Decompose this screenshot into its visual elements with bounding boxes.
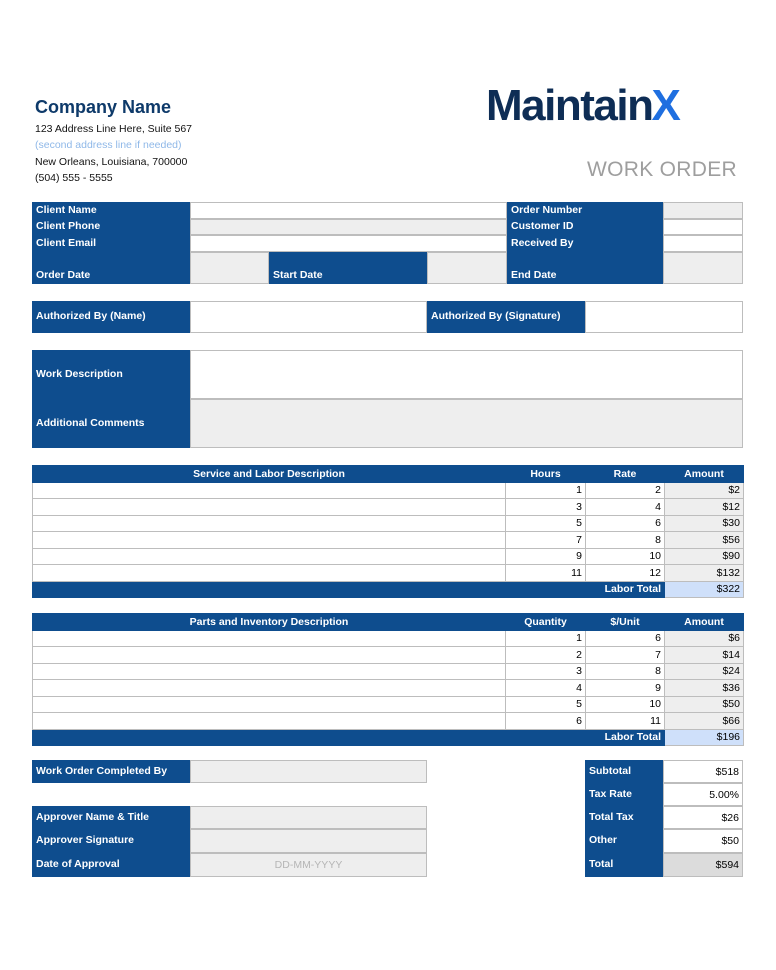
parts-unit-header: $/Unit (586, 614, 665, 631)
total-tax-label: Total Tax (585, 806, 663, 829)
additional-comments-field[interactable] (190, 399, 743, 448)
labor-desc-cell[interactable] (33, 482, 506, 499)
labor-rate-cell[interactable]: 12 (586, 565, 665, 582)
parts-desc-cell[interactable] (33, 680, 506, 697)
labor-table (32, 465, 744, 598)
parts-total-label: Labor Total (586, 729, 665, 746)
address-city: New Orleans, Louisiana, 700000 (35, 156, 188, 168)
end-date-label: End Date (507, 252, 663, 284)
parts-qty-cell[interactable]: 6 (506, 713, 586, 730)
labor-total-value: $322 (665, 581, 744, 598)
authorized-name-field[interactable] (190, 301, 427, 333)
labor-amount-cell: $132 (665, 565, 744, 582)
parts-unit-cell[interactable]: 7 (586, 647, 665, 664)
labor-rate-cell[interactable]: 4 (586, 499, 665, 516)
date-of-approval-field[interactable] (190, 853, 427, 877)
client-name-label: Client Name (32, 202, 190, 219)
parts-unit-cell[interactable]: 10 (586, 696, 665, 713)
table-row (33, 663, 744, 680)
client-phone-field[interactable] (190, 219, 507, 235)
additional-comments-label: Additional Comments (32, 399, 190, 448)
client-email-label: Client Email (32, 235, 190, 252)
parts-desc-cell[interactable] (33, 696, 506, 713)
table-row (33, 630, 744, 647)
approver-signature-label: Approver Signature (32, 829, 190, 853)
approver-name-field[interactable] (190, 806, 427, 829)
labor-hours-cell[interactable]: 1 (506, 482, 586, 499)
parts-table (32, 613, 744, 746)
received-by-label: Received By (507, 235, 663, 252)
labor-amount-cell: $2 (665, 482, 744, 499)
tax-rate-label: Tax Rate (585, 783, 663, 806)
parts-desc-header: Parts and Inventory Description (33, 614, 506, 631)
labor-hours-cell[interactable]: 7 (506, 532, 586, 549)
parts-qty-cell[interactable]: 1 (506, 630, 586, 647)
customer-id-label: Customer ID (507, 219, 663, 235)
parts-amount-cell: $36 (665, 680, 744, 697)
tax-rate-value[interactable]: 5.00% (663, 783, 743, 806)
client-name-field[interactable] (190, 202, 507, 219)
parts-qty-cell[interactable]: 4 (506, 680, 586, 697)
end-date-field[interactable] (663, 252, 743, 284)
parts-amount-header: Amount (665, 614, 744, 631)
order-date-field[interactable] (190, 252, 269, 284)
parts-desc-cell[interactable] (33, 713, 506, 730)
total-value: $594 (663, 853, 743, 877)
logo-accent-x: X (651, 81, 680, 130)
address-line-2: (second address line if needed) (35, 139, 182, 151)
parts-desc-cell[interactable] (33, 630, 506, 647)
total-label: Total (585, 853, 663, 877)
labor-desc-cell[interactable] (33, 499, 506, 516)
labor-rate-cell[interactable]: 2 (586, 482, 665, 499)
parts-header-row (33, 614, 744, 631)
completed-by-field[interactable] (190, 760, 427, 783)
start-date-field[interactable] (427, 252, 507, 284)
company-name: Company Name (35, 97, 172, 117)
parts-qty-cell[interactable]: 3 (506, 663, 586, 680)
work-description-label: Work Description (32, 350, 190, 399)
labor-amount-cell: $56 (665, 532, 744, 549)
labor-amount-cell: $12 (665, 499, 744, 516)
parts-amount-cell: $24 (665, 663, 744, 680)
table-row (33, 647, 744, 664)
labor-desc-header: Service and Labor Description (33, 466, 506, 483)
table-row (33, 499, 744, 516)
address-line-1: 123 Address Line Here, Suite 567 (35, 123, 193, 135)
labor-amount-cell: $30 (665, 515, 744, 532)
parts-amount-cell: $6 (665, 630, 744, 647)
parts-amount-cell: $66 (665, 713, 744, 730)
start-date-label: Start Date (269, 252, 427, 284)
parts-total-value: $196 (665, 729, 744, 746)
labor-desc-cell[interactable] (33, 515, 506, 532)
subtotal-label: Subtotal (585, 760, 663, 783)
labor-rate-cell[interactable]: 10 (586, 548, 665, 565)
labor-hours-cell[interactable]: 3 (506, 499, 586, 516)
labor-total-spacer (33, 581, 586, 598)
labor-total-label: Labor Total (586, 581, 665, 598)
authorized-name-label: Authorized By (Name) (32, 301, 190, 333)
parts-total-row (33, 729, 744, 746)
labor-rate-cell[interactable]: 6 (586, 515, 665, 532)
labor-rate-cell[interactable]: 8 (586, 532, 665, 549)
labor-header-row (33, 466, 744, 483)
parts-unit-cell[interactable]: 9 (586, 680, 665, 697)
total-tax-value: $26 (663, 806, 743, 829)
parts-desc-cell[interactable] (33, 647, 506, 664)
approver-signature-field[interactable] (190, 829, 427, 853)
table-row (33, 532, 744, 549)
parts-unit-cell[interactable]: 8 (586, 663, 665, 680)
authorized-signature-field[interactable] (585, 301, 743, 333)
labor-desc-cell[interactable] (33, 565, 506, 582)
table-row (33, 515, 744, 532)
table-row (33, 565, 744, 582)
approver-name-label: Approver Name & Title (32, 806, 190, 829)
work-description-field[interactable] (190, 350, 743, 399)
customer-id-field[interactable] (663, 219, 743, 235)
labor-desc-cell[interactable] (33, 548, 506, 565)
order-date-label: Order Date (32, 252, 190, 284)
labor-rate-header: Rate (586, 466, 665, 483)
table-row (33, 696, 744, 713)
parts-unit-cell[interactable]: 11 (586, 713, 665, 730)
parts-amount-cell: $14 (665, 647, 744, 664)
table-row (33, 713, 744, 730)
labor-total-row (33, 581, 744, 598)
labor-hours-cell[interactable]: 9 (506, 548, 586, 565)
other-value[interactable]: $50 (663, 829, 743, 853)
other-label: Other (585, 829, 663, 853)
work-order-title: WORK ORDER (587, 158, 737, 181)
client-email-field[interactable] (190, 235, 507, 252)
parts-qty-cell[interactable]: 2 (506, 647, 586, 664)
labor-hours-cell[interactable]: 11 (506, 565, 586, 582)
labor-amount-header: Amount (665, 466, 744, 483)
received-by-field[interactable] (663, 235, 743, 252)
authorized-signature-label: Authorized By (Signature) (427, 301, 585, 333)
parts-qty-cell[interactable]: 5 (506, 696, 586, 713)
client-phone-label: Client Phone (32, 219, 190, 235)
maintainx-logo (486, 82, 679, 130)
table-row (33, 680, 744, 697)
parts-qty-header: Quantity (506, 614, 586, 631)
table-row (33, 548, 744, 565)
order-number-label: Order Number (507, 202, 663, 219)
logo-wordmark: Maintain (486, 81, 653, 130)
completed-by-label: Work Order Completed By (32, 760, 190, 783)
order-number-field[interactable] (663, 202, 743, 219)
table-row (33, 482, 744, 499)
labor-hours-cell[interactable]: 5 (506, 515, 586, 532)
parts-desc-cell[interactable] (33, 663, 506, 680)
date-of-approval-label: Date of Approval (32, 853, 190, 877)
subtotal-value: $518 (663, 760, 743, 783)
labor-hours-header: Hours (506, 466, 586, 483)
date-placeholder: DD-MM-YYYY (274, 859, 343, 871)
labor-amount-cell: $90 (665, 548, 744, 565)
parts-unit-cell[interactable]: 6 (586, 630, 665, 647)
labor-desc-cell[interactable] (33, 532, 506, 549)
parts-amount-cell: $50 (665, 696, 744, 713)
parts-total-spacer (33, 729, 586, 746)
company-phone: (504) 555 - 5555 (35, 172, 113, 184)
